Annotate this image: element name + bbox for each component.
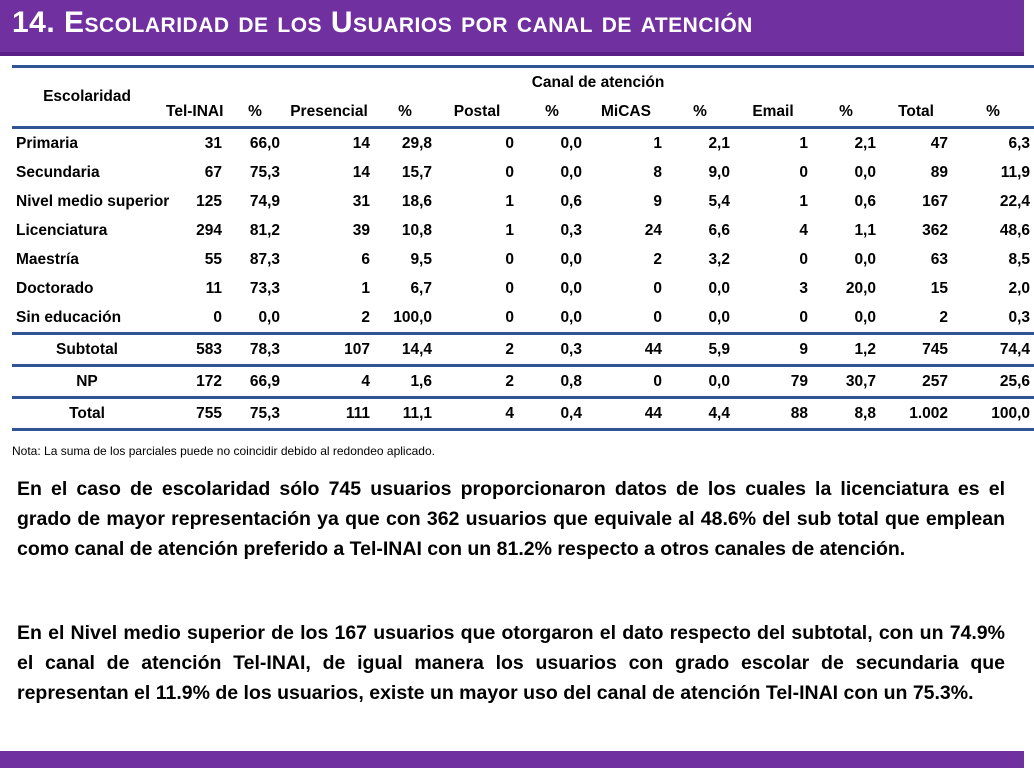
table-cell: 89 bbox=[930, 163, 948, 181]
col-header: Total bbox=[880, 97, 952, 128]
table-cell: 0 bbox=[586, 366, 666, 398]
table-cell: 0 bbox=[436, 303, 518, 334]
table-cell: 2,0 bbox=[1008, 279, 1031, 297]
table-cell: 3 bbox=[799, 279, 808, 297]
table-cell: 47 bbox=[930, 134, 948, 152]
table-cell: 1 bbox=[505, 192, 514, 210]
table-cell: 14 bbox=[352, 134, 370, 152]
table-cell: 88 bbox=[734, 398, 812, 430]
table-cell: 11,9 bbox=[1000, 163, 1031, 181]
table-cell: 39 bbox=[352, 221, 370, 239]
bottom-bar bbox=[0, 751, 1024, 768]
table-cell: 11,1 bbox=[374, 398, 436, 430]
col-header: Postal bbox=[436, 97, 518, 128]
table-cell: 755 bbox=[162, 398, 226, 430]
table-cell: 0,6 bbox=[854, 192, 876, 210]
table-cell: 1,1 bbox=[854, 221, 876, 239]
table-cell: 0,0 bbox=[854, 250, 876, 268]
table-cell: 0,0 bbox=[560, 134, 582, 152]
table-cell: 8 bbox=[653, 163, 662, 181]
table-cell: 30,7 bbox=[812, 366, 880, 398]
table-cell: 1,2 bbox=[812, 334, 880, 366]
table-cell: 111 bbox=[284, 398, 374, 430]
table-cell: 4 bbox=[436, 398, 518, 430]
table-cell: 0 bbox=[734, 303, 812, 334]
table-cell: 0,6 bbox=[560, 192, 582, 210]
title-bar bbox=[0, 0, 1024, 52]
table-cell: 55 bbox=[204, 250, 222, 268]
table-row bbox=[12, 245, 1034, 274]
column-header-row bbox=[12, 97, 1034, 128]
table-cell: 0,0 bbox=[560, 279, 582, 297]
table-cell: 745 bbox=[880, 334, 952, 366]
col-header: Presencial bbox=[284, 97, 374, 128]
table-cell: 3,2 bbox=[708, 250, 730, 268]
title-underline bbox=[0, 52, 1024, 56]
table-cell: 125 bbox=[196, 192, 222, 210]
table-body bbox=[12, 128, 1034, 430]
table-cell: 1 bbox=[653, 134, 662, 152]
table-cell: 0,4 bbox=[518, 398, 586, 430]
table-cell: 22,4 bbox=[999, 192, 1031, 210]
table-cell: 0 bbox=[505, 134, 514, 152]
table-row bbox=[12, 274, 1034, 303]
table-cell: 9,5 bbox=[410, 250, 432, 268]
table-cell: 9,0 bbox=[708, 163, 730, 181]
table-cell: 0 bbox=[162, 303, 226, 334]
table-cell: 31 bbox=[352, 192, 370, 210]
table-cell: 4,4 bbox=[666, 398, 734, 430]
col-header: % bbox=[374, 97, 436, 128]
table-cell: 6,7 bbox=[410, 279, 432, 297]
table-cell: 100,0 bbox=[952, 398, 1034, 430]
table-cell: 5,4 bbox=[708, 192, 730, 210]
table-cell: 1.002 bbox=[880, 398, 952, 430]
table-note: Nota: La suma de los parciales puede no coincidir debido al redondeo aplicado. bbox=[12, 444, 435, 458]
header-canal-de-atencion: Canal de atención bbox=[162, 67, 1034, 98]
table-cell: 78,3 bbox=[226, 334, 284, 366]
paragraph-1: En el caso de escolaridad sólo 745 usuarios proporcionaron datos de los cuales la licenciatura es el grado de mayor representación ya que con 362 usuarios que equivale al 48.6% del sub total que emplean como canal de atención preferido a Tel-INAI con un 81.2% respecto a otros canales de atención. bbox=[17, 478, 1005, 560]
row-label: Subtotal bbox=[12, 334, 162, 366]
table-cell: 0,0 bbox=[560, 163, 582, 181]
table-cell: 1 bbox=[799, 134, 808, 152]
table-cell: 63 bbox=[930, 250, 948, 268]
table-row bbox=[12, 128, 1034, 159]
row-label: Licenciatura bbox=[16, 221, 108, 239]
table-row bbox=[12, 303, 1034, 334]
table-cell: 0,0 bbox=[518, 303, 586, 334]
table-cell: 8,5 bbox=[1008, 250, 1031, 268]
table-cell: 1,6 bbox=[374, 366, 436, 398]
table-cell: 29,8 bbox=[401, 134, 432, 152]
table-row bbox=[12, 158, 1034, 187]
col-header: % bbox=[812, 97, 880, 128]
col-header: % bbox=[518, 97, 586, 128]
table-cell: 0 bbox=[505, 163, 514, 181]
row-label: Maestría bbox=[16, 250, 79, 268]
table-cell: 24 bbox=[644, 221, 662, 239]
col-header: % bbox=[226, 97, 284, 128]
table-cell: 5,9 bbox=[666, 334, 734, 366]
table-cell: 75,3 bbox=[226, 398, 284, 430]
table-cell: 6 bbox=[361, 250, 370, 268]
table-row bbox=[12, 187, 1034, 216]
table-cell: 10,8 bbox=[401, 221, 432, 239]
col-header: Email bbox=[734, 97, 812, 128]
row-label: Nivel medio superior bbox=[16, 192, 170, 210]
table-cell: 81,2 bbox=[249, 221, 280, 239]
table-cell: 0,3 bbox=[560, 221, 582, 239]
table-cell: 0,0 bbox=[812, 303, 880, 334]
paragraph-2: En el Nivel medio superior de los 167 usuarios que otorgaron el dato respecto del subtotal, con un 74.9% el canal de atención Tel-INAI, de igual manera los usuarios con grado escolar de secundaria que representan el 11.9% de los usuarios, existe un mayor uso del canal de atención Tel-INAI con un 75.3%. bbox=[17, 622, 1005, 704]
row-label: NP bbox=[12, 366, 162, 398]
table-cell: 4 bbox=[799, 221, 808, 239]
table-row bbox=[12, 366, 1034, 398]
table-cell: 172 bbox=[162, 366, 226, 398]
table-cell: 2 bbox=[436, 366, 518, 398]
table-cell: 107 bbox=[284, 334, 374, 366]
table-cell: 44 bbox=[586, 334, 666, 366]
table-cell: 25,6 bbox=[952, 366, 1034, 398]
table-cell: 0 bbox=[505, 279, 514, 297]
table-cell: 87,3 bbox=[249, 250, 280, 268]
table-cell: 294 bbox=[196, 221, 222, 239]
table-cell: 0,0 bbox=[666, 366, 734, 398]
header-escolaridad: Escolaridad bbox=[12, 67, 162, 128]
table-cell: 2 bbox=[653, 250, 662, 268]
col-header: Tel-INAI bbox=[162, 97, 226, 128]
table-cell: 0,8 bbox=[518, 366, 586, 398]
table-cell: 67 bbox=[204, 163, 222, 181]
row-label: Sin educación bbox=[12, 303, 162, 334]
table-cell: 74,9 bbox=[249, 192, 280, 210]
table-cell: 0 bbox=[586, 303, 666, 334]
table-cell: 0,0 bbox=[560, 250, 582, 268]
table-cell: 1 bbox=[799, 192, 808, 210]
table-cell: 6,6 bbox=[708, 221, 730, 239]
table-cell: 15 bbox=[930, 279, 948, 297]
table-cell: 583 bbox=[162, 334, 226, 366]
table-cell: 31 bbox=[204, 134, 222, 152]
table-cell: 8,8 bbox=[812, 398, 880, 430]
table-cell: 0,0 bbox=[226, 303, 284, 334]
row-label: Doctorado bbox=[16, 279, 94, 297]
row-label: Total bbox=[12, 398, 162, 430]
col-header: % bbox=[666, 97, 734, 128]
table-cell: 66,0 bbox=[249, 134, 280, 152]
table-cell: 0 bbox=[799, 163, 808, 181]
table-cell: 66,9 bbox=[226, 366, 284, 398]
table-cell: 11 bbox=[205, 279, 222, 297]
table-cell: 362 bbox=[922, 221, 948, 239]
table-cell: 15,7 bbox=[401, 163, 432, 181]
table-cell: 1 bbox=[361, 279, 370, 297]
table-cell: 44 bbox=[586, 398, 666, 430]
table-row bbox=[12, 216, 1034, 245]
table-cell: 9 bbox=[653, 192, 662, 210]
table-row bbox=[12, 398, 1034, 430]
table-cell: 2 bbox=[436, 334, 518, 366]
table-cell: 0,0 bbox=[666, 303, 734, 334]
table-cell: 9 bbox=[734, 334, 812, 366]
table-cell: 100,0 bbox=[374, 303, 436, 334]
table-cell: 2 bbox=[880, 303, 952, 334]
table-cell: 2 bbox=[284, 303, 374, 334]
slide-title: 14. Escolaridad de los Usuarios por canal de atención bbox=[12, 6, 753, 39]
table-cell: 4 bbox=[284, 366, 374, 398]
table-cell: 75,3 bbox=[249, 163, 280, 181]
col-header: % bbox=[952, 97, 1034, 128]
row-label: Primaria bbox=[16, 134, 79, 152]
table-cell: 73,3 bbox=[249, 279, 280, 297]
table-cell: 0,0 bbox=[708, 279, 730, 297]
table-cell: 257 bbox=[880, 366, 952, 398]
table-cell: 0,0 bbox=[854, 163, 876, 181]
table-cell: 48,6 bbox=[999, 221, 1031, 239]
table-cell: 74,4 bbox=[952, 334, 1034, 366]
table-cell: 18,6 bbox=[401, 192, 432, 210]
table-cell: 79 bbox=[734, 366, 812, 398]
row-label: Secundaria bbox=[16, 163, 100, 181]
table-cell: 6,3 bbox=[1008, 134, 1031, 152]
table-cell: 2,1 bbox=[854, 134, 876, 152]
escolaridad-table bbox=[12, 65, 1034, 431]
table-cell: 1 bbox=[505, 221, 514, 239]
table-cell: 0 bbox=[799, 250, 808, 268]
table-cell: 14,4 bbox=[374, 334, 436, 366]
table-cell: 14 bbox=[352, 163, 370, 181]
table-cell: 0 bbox=[653, 279, 662, 297]
table-row bbox=[12, 334, 1034, 366]
col-header: MiCAS bbox=[586, 97, 666, 128]
table-cell: 2,1 bbox=[708, 134, 730, 152]
table-cell: 0,3 bbox=[952, 303, 1034, 334]
table-cell: 20,0 bbox=[845, 279, 876, 297]
table-cell: 0 bbox=[505, 250, 514, 268]
table-cell: 167 bbox=[922, 192, 948, 210]
table-cell: 0,3 bbox=[518, 334, 586, 366]
